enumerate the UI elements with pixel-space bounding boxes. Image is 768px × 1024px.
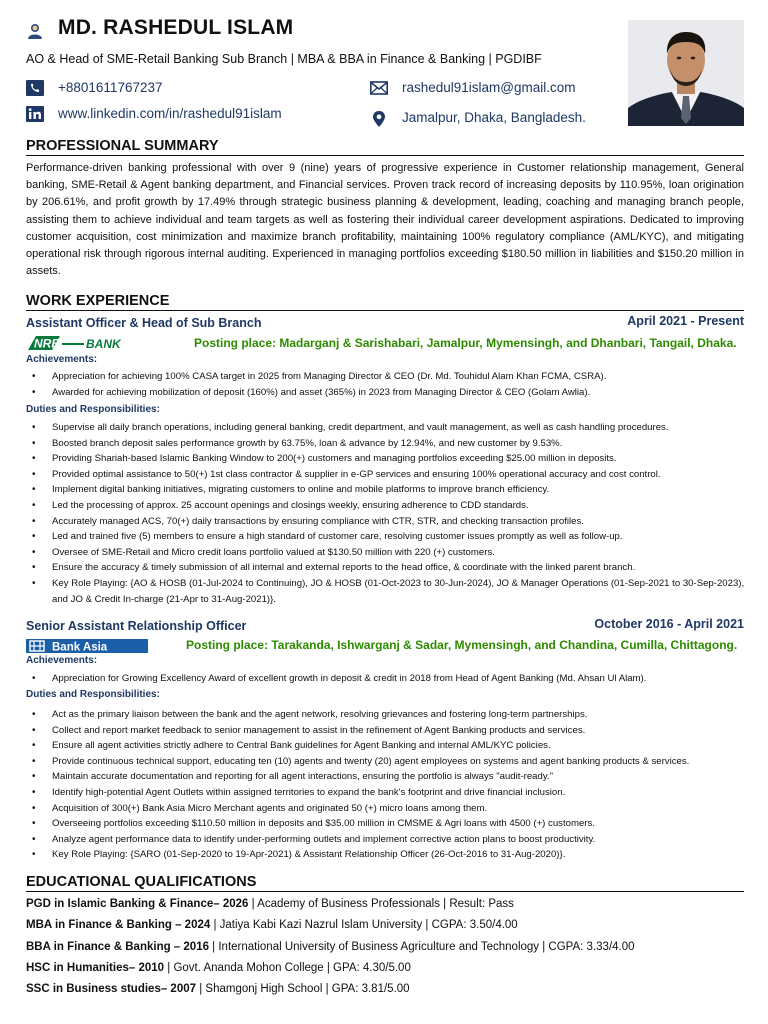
education-list — [26, 894, 744, 1000]
education-item — [26, 958, 744, 979]
location-contact — [370, 110, 586, 126]
list-item: • Acquisition of 300(+) Bank Asia Micro Merchant agents and originated 50 (+) micro loans among them. — [26, 801, 748, 817]
nrbc-bank-logo — [26, 334, 164, 352]
list-item: • Appreciation for Growing Excellency Award of excellent growth in deposit & credit in 2018 from Head of Agent Banking (Md. Ahsan Ul Alam). — [26, 671, 748, 687]
svg-text:NRBC: NRBC — [34, 336, 69, 351]
work-heading: WORK EXPERIENCE — [26, 293, 744, 311]
email-address[interactable]: rashedul91islam@gmail.com — [402, 80, 576, 95]
profile-photo — [628, 20, 744, 126]
location-pin-icon — [370, 110, 388, 126]
list-item: • Analyze agent performance data to identify under-performing outlets and implement corrective action plans to boost productivity. — [26, 832, 748, 848]
education-item — [26, 894, 744, 915]
summary-text: Performance-driven banking professional with over 9 (nine) years of progressive experience in Customer relationship management, General banking, SME-Retail & Agent banking department, and Financial services. Proven track record of increasing deposits by 110.95%, loan origination by 206.61%, and profit growth by 17.49% through strategic business planning & development, leading, coaching and managing branch people, assisting them to achieve individual and team targets as well as fostering their individual career development aspirations. Dedicated to improving customer acquisition, cost minimization and maximize branch profitability, maintaining 100% regulatory compliance (AML/KYC), and mitigating operational risk through rigorous internal auditing. Experienced in managing portfolios exceeding $180.50 million in liabilities and $150.20 million in assets. — [26, 162, 744, 278]
list-item: • Provided optimal assistance to 50(+) 1st class contractor & supplier in e-GP services and ensuring 100% operational accuracy and cost control. — [26, 467, 748, 483]
degree-name: PGD in Islamic Banking & Finance– 2026 — [26, 898, 249, 910]
duties-list — [26, 420, 748, 607]
list-item: • Oversee of SME-Retail and Micro credit loans portfolio valued at $130.50 million with 220 (+) customers. — [26, 545, 748, 561]
education-item — [26, 915, 744, 936]
email-icon — [370, 80, 388, 96]
list-item: • Ensure all agent activities strictly adhere to Central Bank guidelines for Agent Banking and internal AML/KYC policies. — [26, 738, 748, 754]
achievements-label: Achievements: — [26, 354, 98, 365]
degree-name: SSC in Business studies– 2007 — [26, 983, 197, 996]
list-item: • Providing Shariah-based Islamic Banking Window to 200(+) customers and managing portfolios exceeding $25.00 million in deposits. — [26, 451, 748, 467]
achievements-label: Achievements: — [26, 655, 98, 666]
job-date: October 2016 - April 2021 — [594, 617, 744, 631]
job-title: Senior Assistant Relationship Officer — [26, 619, 247, 633]
linkedin-url[interactable]: www.linkedin.com/in/rashedul91islam — [58, 106, 282, 121]
posting-place: Posting place: Madarganj & Sarishabari, Jamalpur, Mymensingh, and Dhanbari, Tangail, Dhaka. — [194, 336, 737, 350]
list-item: • Collect and report market feedback to senior management to assist in the refinement of Agent Banking products and services. — [26, 723, 748, 739]
svg-text:BANK: BANK — [86, 337, 121, 351]
phone-contact[interactable] — [26, 80, 163, 96]
degree-detail: | International University of Business Agriculture and Technology | CGPA: 3.33/4.00 — [208, 940, 635, 953]
job-date: April 2021 - Present — [627, 314, 744, 328]
bank-asia-logo-text: Bank Asia — [52, 641, 108, 653]
location-text: Jamalpur, Dhaka, Bangladesh. — [402, 110, 586, 125]
list-item: • Implement digital banking initiatives, migrating customers to online and mobile platforms to improve branch efficiency. — [26, 482, 748, 498]
job-title: Assistant Officer & Head of Sub Branch — [26, 316, 262, 330]
phone-icon — [26, 80, 44, 96]
linkedin-contact[interactable] — [26, 106, 282, 122]
list-item: • Ensure the accuracy & timely submission of all internal and external reports to the head office, & coordinate with the linked parent branch. — [26, 560, 748, 576]
degree-detail: | Jatiya Kabi Kazi Nazrul Islam University | CGPA: 3.50/4.00 — [210, 919, 518, 932]
education-item — [26, 937, 744, 958]
list-item: • Overseeing portfolios exceeding $110.50 million in deposits and $35.00 million in CMSME & Agri loans with 4500 (+) customers. — [26, 816, 748, 832]
summary-heading: PROFESSIONAL SUMMARY — [26, 138, 744, 156]
linkedin-icon — [26, 106, 44, 122]
list-item: • Boosted branch deposit sales performance growth by 63.75%, loan & advance by 12.94%, and new customer by 9.53%. — [26, 436, 748, 452]
list-item: • Key Role Playing: {AO & HOSB (01-Jul-2024 to Continuing), JO & HOSB (01-Oct-2023 to 30-Jun-2024), JO & Manager Operations (01-Sep-2021 to 30-Sep-2023), and JO & Credit In-charge (21-Apr to 31-Aug-2021)}. — [26, 576, 748, 607]
duties-label: Duties and Responsibilities: — [26, 404, 160, 415]
achievements-list — [26, 369, 748, 400]
posting-place: Posting place: Tarakanda, Ishwarganj & Sadar, Mymensingh, and Chandina, Cumilla, Chittagong. — [186, 638, 738, 652]
list-item: • Led the processing of approx. 25 account openings and closings weekly, ensuring adherence to CDD standards. — [26, 498, 748, 514]
achievements-list — [26, 671, 748, 687]
headline-tagline: AO & Head of SME-Retail Banking Sub Branch | MBA & BBA in Finance & Banking | PGDIBF — [26, 52, 542, 66]
duties-label: Duties and Responsibilities: — [26, 689, 160, 700]
education-item — [26, 979, 744, 1000]
list-item: • Led and trained five (5) members to ensure a high standard of customer care, resolving customer issues promptly as well as follow-up. — [26, 529, 748, 545]
degree-name: HSC in Humanities– 2010 — [26, 961, 165, 974]
email-contact[interactable] — [370, 80, 576, 96]
person-icon — [26, 22, 44, 40]
list-item: • Supervise all daily branch operations, including general banking, credit department, and vault management, as well as cash handling procedures. — [26, 420, 748, 436]
list-item: • Appreciation for achieving 100% CASA target in 2025 from Managing Director & CEO (Dr. Md. Touhidul Alam Khan FCMA, CSRA). — [26, 369, 748, 385]
list-item: • Maintain accurate documentation and reporting for all agent interactions, ensuring the portfolio is always "audit-ready." — [26, 769, 748, 785]
degree-name: BBA in Finance & Banking – 2016 — [26, 940, 209, 953]
education-heading: EDUCATIONAL QUALIFICATIONS — [26, 874, 744, 892]
list-item: • Provide continuous technical support, educating ten (10) agents and twenty (20) agent employees on systems and agent banking products & services. — [26, 754, 748, 770]
phone-number[interactable]: +8801611767237 — [58, 80, 163, 95]
list-item: • Identify high-potential Agent Outlets within assigned territories to expand the bank's footprint and drive financial inclusion. — [26, 785, 748, 801]
list-item: • Key Role Playing: {SARO (01-Sep-2020 to 19-Apr-2021) & Assistant Relationship Officer (26-Oct-2016 to 31-Aug-2020)}. — [26, 847, 748, 863]
bank-asia-logo — [26, 639, 148, 653]
degree-detail: | Shamgonj High School | GPA: 3.81/5.00 — [196, 983, 410, 996]
candidate-name: MD. RASHEDUL ISLAM — [58, 16, 294, 39]
degree-detail: | Govt. Ananda Mohon College | GPA: 4.30/5.00 — [164, 961, 411, 974]
duties-list — [26, 707, 748, 863]
degree-name: MBA in Finance & Banking – 2024 — [26, 919, 211, 932]
list-item: • Awarded for achieving mobilization of deposit (160%) and asset (365%) in 2023 from Managing Director & CEO (Golam Awlia). — [26, 385, 748, 401]
degree-detail: | Academy of Business Professionals | Result: Pass — [248, 898, 514, 910]
list-item: • Accurately managed ACS, 70(+) daily transactions by ensuring compliance with CTR, STR, and checking transaction profiles. — [26, 514, 748, 530]
list-item: • Act as the primary liaison between the bank and the agent network, resolving grievances and fostering long-term partnerships. — [26, 707, 748, 723]
